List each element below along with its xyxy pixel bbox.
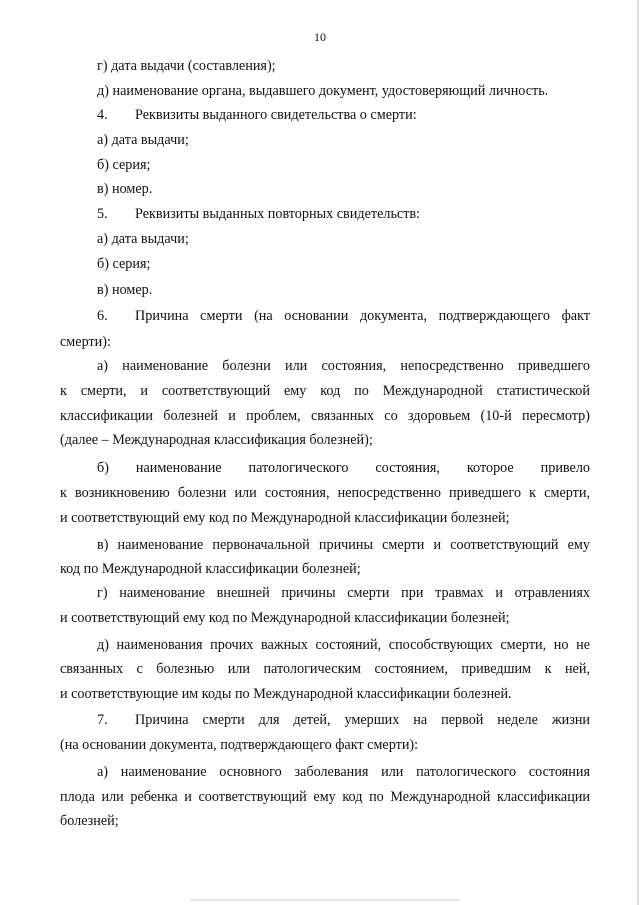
- item-number: 4.: [97, 107, 108, 123]
- text-line: в) наименование первоначальной причины смерти и соответствующий ему: [97, 537, 590, 553]
- text-line: смерти):: [60, 334, 111, 350]
- text-line: б) серия;: [97, 256, 151, 272]
- text-line: (на основании документа, подтверждающего факт смерти):: [60, 737, 419, 753]
- text-line: плода или ребенка и соответствующий ему код по Международной классификации: [60, 789, 590, 805]
- text-line: а) дата выдачи;: [97, 132, 189, 148]
- text-line: (далее – Международная классификация болезней);: [60, 432, 373, 448]
- text-line: и соответствующие им коды по Международной классификации болезней.: [60, 686, 512, 702]
- text-line: а) наименование болезни или состояния, непосредственно приведшего: [97, 358, 590, 374]
- text-line: б) наименование патологического состояния, которое привело: [97, 460, 590, 476]
- text-line: г) наименование внешней причины смерти при травмах и отравлениях: [97, 585, 590, 601]
- text-line: д) наименования прочих важных состояний, способствующих смерти, но не: [97, 637, 590, 653]
- item-number: 5.: [97, 206, 108, 222]
- item-number: 7.: [97, 712, 108, 728]
- text-line: классификации болезней и проблем, связанных со здоровьем (10-й пересмотр): [60, 408, 590, 424]
- text-line: д) наименование органа, выдавшего документ, удостоверяющий личность.: [97, 83, 549, 99]
- text-line: к возникновению болезни или состояния, непосредственно приведшего к смерти,: [60, 485, 590, 501]
- text-line: к смерти, и соответствующий ему код по Международной статистической: [60, 383, 590, 399]
- text-line: в) номер.: [97, 282, 153, 298]
- text-line: г) дата выдачи (составления);: [97, 58, 276, 74]
- text-line: и соответствующий ему код по Международной классификации болезней;: [60, 610, 510, 626]
- item-number: 6.: [97, 308, 108, 324]
- text-line: б) серия;: [97, 157, 151, 173]
- item-heading: Реквизиты выданного свидетельства о смерти:: [135, 107, 417, 123]
- item-heading: Реквизиты выданных повторных свидетельств:: [135, 206, 421, 222]
- text-line: болезней;: [60, 813, 119, 829]
- page-number: 10: [314, 30, 326, 44]
- text-line: код по Международной классификации болезней;: [60, 561, 361, 577]
- item-heading: Причина смерти для детей, умерших на первой неделе жизни: [135, 712, 590, 728]
- text-line: а) наименование основного заболевания или патологического состояния: [97, 764, 590, 780]
- item-heading: Причина смерти (на основании документа, подтверждающего факт: [135, 308, 590, 324]
- text-line: а) дата выдачи;: [97, 231, 189, 247]
- text-line: связанных с болезнью или патологическим состоянием, приведшим к ней,: [60, 661, 590, 677]
- text-line: и соответствующий ему код по Международной классификации болезней;: [60, 510, 510, 526]
- text-line: в) номер.: [97, 181, 153, 197]
